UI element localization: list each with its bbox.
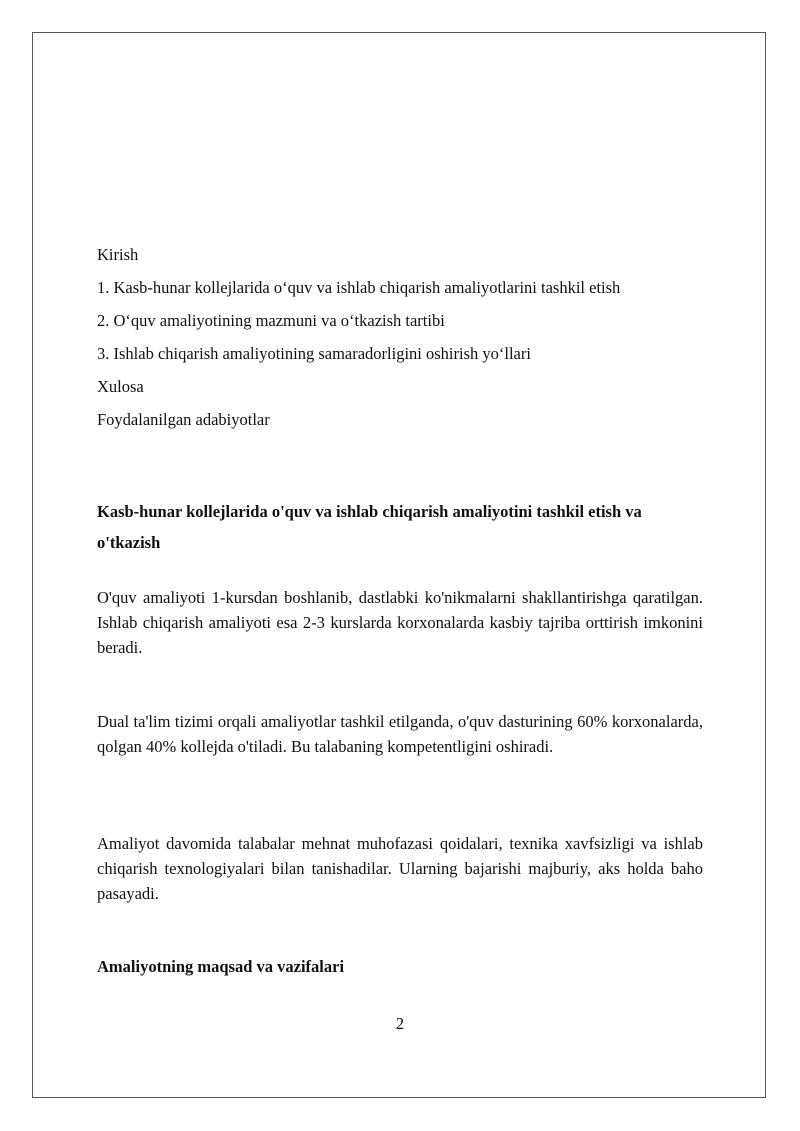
table-of-contents [97,238,707,436]
toc-item-conclusion: Xulosa [97,377,144,396]
toc-item-chapter-3: 3. Ishlab chiqarish amaliyotining samaradorligini oshirish yo‘llari [97,344,531,363]
toc-item-chapter-1: 1. Kasb-hunar kollejlarida o‘quv va ishlab chiqarish amaliyotlarini tashkil etish [97,278,621,297]
page-border [32,32,766,1098]
paragraph-1: O'quv amaliyoti 1-kursdan boshlanib, dastlabki ko'nikmalarni shakllantirishga qaratilgan. Ishlab chiqarish amaliyoti esa 2-3 kurslarda korxonalarda kasbiy tajriba orttirish imkonini beradi. [97,588,703,657]
subsection-heading: Amaliyotning maqsad va vazifalari [97,957,345,976]
toc-item-chapter-2: 2. O‘quv amaliyotining mazmuni va o‘tkazish tartibi [97,311,445,330]
section-heading: Kasb-hunar kollejlarida o'quv va ishlab chiqarish amaliyotini tashkil etish va o'tkazish [97,502,642,552]
toc-item-references: Foydalanilgan adabiyotlar [97,410,270,429]
page-number: 2 [395,1014,405,1033]
toc-item-intro: Kirish [97,245,139,264]
paragraph-3: Amaliyot davomida talabalar mehnat muhofazasi qoidalari, texnika xavfsizligi va ishlab chiqarish texnologiyalari bilan tanishadilar. Ularning bajarishi majburiy, aks holda baho pasayadi. [97,834,703,903]
paragraph-2: Dual ta'lim tizimi orqali amaliyotlar tashkil etilganda, o'quv dasturining 60% korxonalarda, qolgan 40% kollejda o'tiladi. Bu talabaning kompetentligini oshiradi. [97,712,703,756]
